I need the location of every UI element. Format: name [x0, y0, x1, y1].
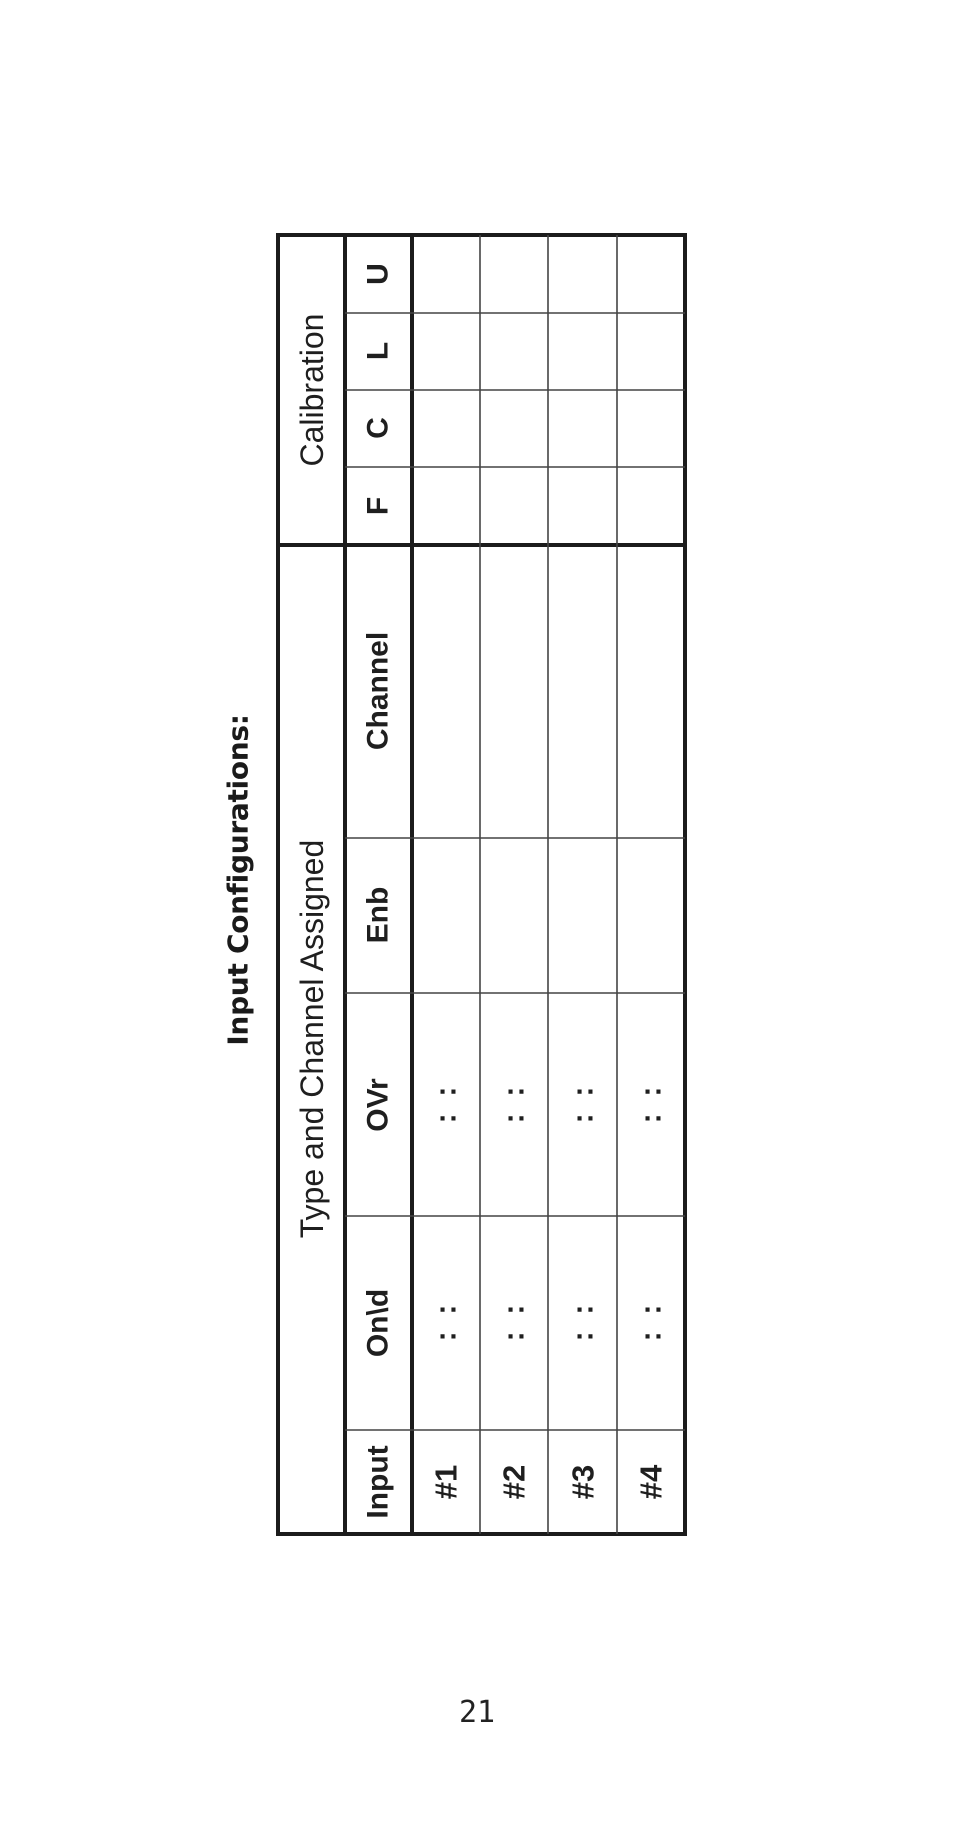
col-header-c: C [361, 417, 395, 439]
row-3-input: #3 [565, 1464, 601, 1500]
row-2-onid: : : [497, 1304, 531, 1342]
row-2-input: #2 [496, 1464, 532, 1500]
col-header-channel: Channel [361, 631, 395, 751]
col-header-enb: Enb [361, 886, 395, 944]
group-header-calibration: Calibration [294, 313, 330, 467]
col-header-onid: On\d [361, 1288, 395, 1358]
col-header-f: F [361, 496, 395, 516]
row-1-ovr: : : [429, 1086, 463, 1124]
page-title: Input Configurations: [221, 714, 255, 1046]
col-header-l: L [361, 341, 395, 361]
col-header-input: Input [361, 1445, 395, 1519]
table-outer-border [278, 235, 685, 1534]
row-4-onid: : : [634, 1304, 668, 1342]
page-number: 21 [458, 1695, 496, 1730]
row-3-ovr: : : [566, 1086, 600, 1124]
row-4-ovr: : : [634, 1086, 668, 1124]
row-2-ovr: : : [497, 1086, 531, 1124]
group-header-type-channel: Type and Channel Assigned [294, 839, 330, 1239]
row-1-onid: : : [429, 1304, 463, 1342]
row-1-input: #1 [428, 1464, 464, 1500]
col-header-ovr: OVr [361, 1078, 395, 1132]
row-4-input: #4 [633, 1464, 669, 1500]
row-3-onid: : : [566, 1304, 600, 1342]
col-header-u: U [361, 263, 395, 285]
